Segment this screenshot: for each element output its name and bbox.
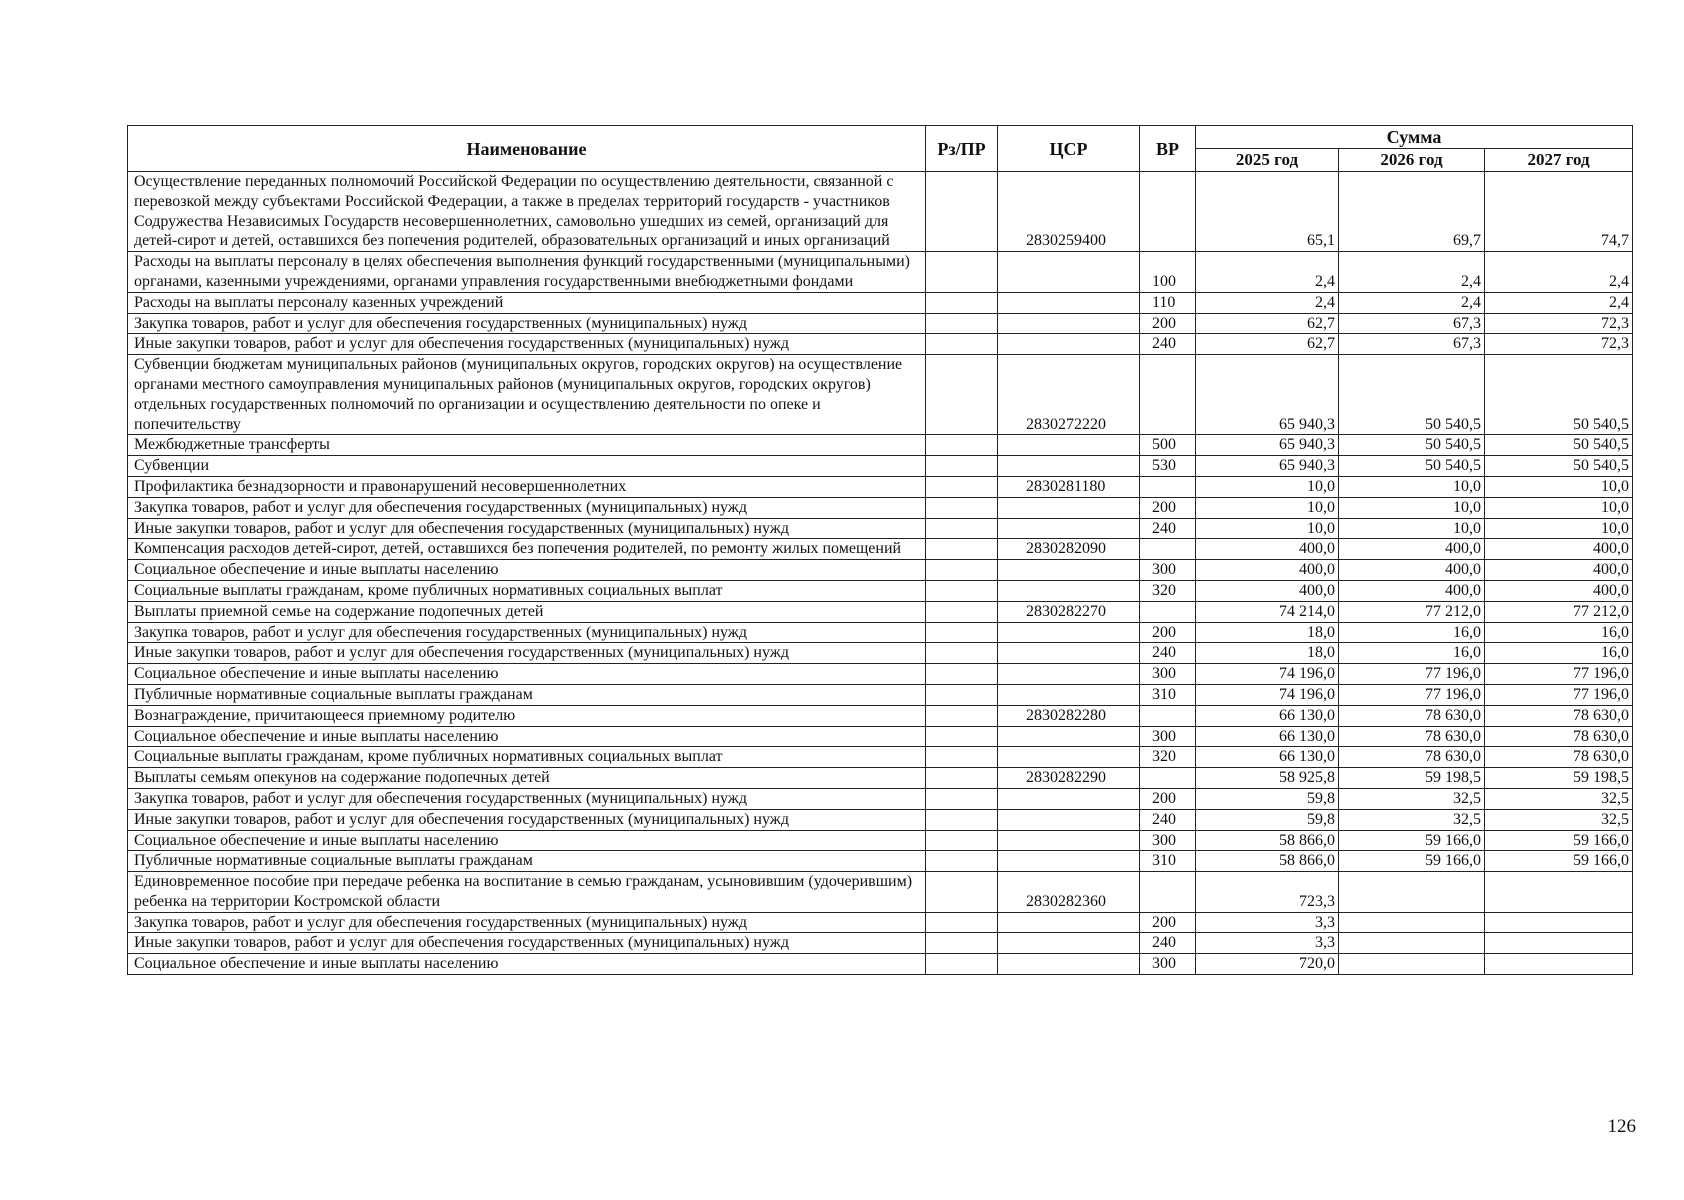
row-vr-cell — [1140, 705, 1196, 726]
row-rzpr-cell — [926, 912, 998, 933]
row-vr-cell: 300 — [1140, 954, 1196, 975]
row-csr-cell — [998, 560, 1140, 581]
row-2027-cell: 16,0 — [1485, 622, 1633, 643]
row-2026-cell: 59 166,0 — [1339, 851, 1485, 872]
row-rzpr-cell — [926, 539, 998, 560]
row-vr-cell: 300 — [1140, 830, 1196, 851]
row-rzpr-cell — [926, 292, 998, 313]
row-2025-cell: 65 940,3 — [1196, 355, 1339, 435]
row-rzpr-cell — [926, 601, 998, 622]
row-2026-cell: 78 630,0 — [1339, 705, 1485, 726]
row-vr-cell: 530 — [1140, 456, 1196, 477]
row-2026-cell: 32,5 — [1339, 809, 1485, 830]
row-2027-cell: 400,0 — [1485, 539, 1633, 560]
row-vr-cell: 100 — [1140, 252, 1196, 293]
row-2025-cell: 66 130,0 — [1196, 726, 1339, 747]
row-csr-cell — [998, 313, 1140, 334]
row-csr-cell: 2830282270 — [998, 601, 1140, 622]
row-2027-cell: 10,0 — [1485, 518, 1633, 539]
row-name-cell: Иные закупки товаров, работ и услуг для обеспечения государственных (муниципальных) нужд — [128, 933, 926, 954]
row-vr-cell: 300 — [1140, 726, 1196, 747]
table-row — [128, 788, 1633, 809]
row-vr-cell: 200 — [1140, 622, 1196, 643]
row-rzpr-cell — [926, 726, 998, 747]
row-rzpr-cell — [926, 809, 998, 830]
row-vr-cell: 300 — [1140, 560, 1196, 581]
row-2027-cell — [1485, 954, 1633, 975]
table-row — [128, 705, 1633, 726]
row-name-cell: Иные закупки товаров, работ и услуг для обеспечения государственных (муниципальных) нужд — [128, 334, 926, 355]
row-2027-cell: 77 196,0 — [1485, 664, 1633, 685]
row-csr-cell — [998, 497, 1140, 518]
row-csr-cell: 2830281180 — [998, 476, 1140, 497]
row-2025-cell: 400,0 — [1196, 580, 1339, 601]
row-2025-cell: 62,7 — [1196, 334, 1339, 355]
row-2025-cell: 59,8 — [1196, 788, 1339, 809]
row-rzpr-cell — [926, 622, 998, 643]
row-csr-cell — [998, 518, 1140, 539]
row-2027-cell: 32,5 — [1485, 809, 1633, 830]
budget-table — [127, 125, 1633, 975]
row-2026-cell: 59 198,5 — [1339, 768, 1485, 789]
row-2026-cell: 400,0 — [1339, 560, 1485, 581]
row-2026-cell: 77 196,0 — [1339, 684, 1485, 705]
row-2025-cell: 58 866,0 — [1196, 830, 1339, 851]
row-2025-cell: 74 214,0 — [1196, 601, 1339, 622]
row-csr-cell — [998, 664, 1140, 685]
row-2025-cell: 65,1 — [1196, 172, 1339, 252]
row-2027-cell: 72,3 — [1485, 334, 1633, 355]
row-vr-cell: 110 — [1140, 292, 1196, 313]
table-row — [128, 292, 1633, 313]
row-rzpr-cell — [926, 643, 998, 664]
table-row — [128, 355, 1633, 435]
row-rzpr-cell — [926, 933, 998, 954]
row-2027-cell: 10,0 — [1485, 476, 1633, 497]
row-rzpr-cell — [926, 872, 998, 913]
row-2025-cell: 400,0 — [1196, 539, 1339, 560]
row-name-cell: Публичные нормативные социальные выплаты гражданам — [128, 684, 926, 705]
header-rzpr: Рз/ПР — [926, 126, 998, 172]
row-name-cell: Социальное обеспечение и иные выплаты населению — [128, 560, 926, 581]
row-2026-cell: 78 630,0 — [1339, 747, 1485, 768]
table-row — [128, 747, 1633, 768]
row-rzpr-cell — [926, 788, 998, 809]
row-rzpr-cell — [926, 684, 998, 705]
row-2025-cell: 66 130,0 — [1196, 705, 1339, 726]
row-name-cell: Закупка товаров, работ и услуг для обеспечения государственных (муниципальных) нужд — [128, 788, 926, 809]
row-2026-cell: 400,0 — [1339, 580, 1485, 601]
row-vr-cell — [1140, 172, 1196, 252]
row-2025-cell: 2,4 — [1196, 292, 1339, 313]
row-2027-cell: 59 166,0 — [1485, 851, 1633, 872]
row-2025-cell: 3,3 — [1196, 912, 1339, 933]
budget-table-sheet — [127, 125, 1632, 975]
row-2027-cell — [1485, 933, 1633, 954]
row-vr-cell: 240 — [1140, 334, 1196, 355]
row-rzpr-cell — [926, 747, 998, 768]
header-year-2026: 2026 год — [1339, 149, 1485, 172]
row-2026-cell: 2,4 — [1339, 252, 1485, 293]
row-vr-cell — [1140, 539, 1196, 560]
header-vr: ВР — [1140, 126, 1196, 172]
row-csr-cell — [998, 809, 1140, 830]
header-sum: Сумма — [1196, 126, 1633, 149]
row-2026-cell: 16,0 — [1339, 643, 1485, 664]
row-2026-cell: 59 166,0 — [1339, 830, 1485, 851]
table-body — [128, 172, 1633, 975]
row-vr-cell: 240 — [1140, 518, 1196, 539]
table-row — [128, 912, 1633, 933]
page-number: 126 — [1607, 1116, 1636, 1137]
row-csr-cell — [998, 747, 1140, 768]
row-vr-cell: 240 — [1140, 933, 1196, 954]
row-2025-cell: 65 940,3 — [1196, 456, 1339, 477]
row-csr-cell: 2830259400 — [998, 172, 1140, 252]
row-rzpr-cell — [926, 456, 998, 477]
row-csr-cell: 2830282360 — [998, 872, 1140, 913]
row-vr-cell — [1140, 768, 1196, 789]
row-vr-cell: 320 — [1140, 747, 1196, 768]
row-2027-cell: 77 212,0 — [1485, 601, 1633, 622]
table-row — [128, 252, 1633, 293]
row-csr-cell — [998, 726, 1140, 747]
row-name-cell: Вознаграждение, причитающееся приемному родителю — [128, 705, 926, 726]
row-rzpr-cell — [926, 518, 998, 539]
row-name-cell: Единовременное пособие при передаче ребенка на воспитание в семью гражданам, усыновившим (удочерившим) ребенка на территории Костромской области — [128, 872, 926, 913]
row-rzpr-cell — [926, 313, 998, 334]
row-rzpr-cell — [926, 172, 998, 252]
row-name-cell: Закупка товаров, работ и услуг для обеспечения государственных (муниципальных) нужд — [128, 313, 926, 334]
table-row — [128, 664, 1633, 685]
row-rzpr-cell — [926, 497, 998, 518]
row-2025-cell: 2,4 — [1196, 252, 1339, 293]
row-vr-cell: 320 — [1140, 580, 1196, 601]
table-row — [128, 539, 1633, 560]
table-row — [128, 726, 1633, 747]
row-2025-cell: 58 866,0 — [1196, 851, 1339, 872]
row-2027-cell — [1485, 872, 1633, 913]
row-rzpr-cell — [926, 664, 998, 685]
row-name-cell: Иные закупки товаров, работ и услуг для обеспечения государственных (муниципальных) нужд — [128, 518, 926, 539]
row-2027-cell: 78 630,0 — [1485, 726, 1633, 747]
header-name: Наименование — [128, 126, 926, 172]
row-2026-cell — [1339, 954, 1485, 975]
row-name-cell: Социальное обеспечение и иные выплаты населению — [128, 664, 926, 685]
row-csr-cell — [998, 456, 1140, 477]
row-csr-cell — [998, 580, 1140, 601]
row-csr-cell — [998, 830, 1140, 851]
row-vr-cell — [1140, 872, 1196, 913]
table-row — [128, 809, 1633, 830]
row-name-cell: Компенсация расходов детей-сирот, детей, оставшихся без попечения родителей, по ремонту жилых помещений — [128, 539, 926, 560]
row-2026-cell: 50 540,5 — [1339, 456, 1485, 477]
row-rzpr-cell — [926, 830, 998, 851]
row-2026-cell: 67,3 — [1339, 334, 1485, 355]
row-vr-cell — [1140, 601, 1196, 622]
row-2025-cell: 58 925,8 — [1196, 768, 1339, 789]
row-name-cell: Социальные выплаты гражданам, кроме публичных нормативных социальных выплат — [128, 580, 926, 601]
row-2027-cell: 2,4 — [1485, 292, 1633, 313]
row-rzpr-cell — [926, 435, 998, 456]
row-2027-cell: 16,0 — [1485, 643, 1633, 664]
row-2027-cell — [1485, 912, 1633, 933]
row-2026-cell: 10,0 — [1339, 497, 1485, 518]
table-row — [128, 851, 1633, 872]
row-2027-cell: 32,5 — [1485, 788, 1633, 809]
row-rzpr-cell — [926, 560, 998, 581]
row-name-cell: Публичные нормативные социальные выплаты гражданам — [128, 851, 926, 872]
row-2025-cell: 18,0 — [1196, 643, 1339, 664]
row-2027-cell: 59 166,0 — [1485, 830, 1633, 851]
table-row — [128, 518, 1633, 539]
row-name-cell: Иные закупки товаров, работ и услуг для обеспечения государственных (муниципальных) нужд — [128, 643, 926, 664]
table-row — [128, 622, 1633, 643]
row-2027-cell: 10,0 — [1485, 497, 1633, 518]
row-vr-cell: 240 — [1140, 809, 1196, 830]
row-csr-cell — [998, 788, 1140, 809]
row-2027-cell: 50 540,5 — [1485, 435, 1633, 456]
row-2027-cell: 78 630,0 — [1485, 705, 1633, 726]
row-2027-cell: 72,3 — [1485, 313, 1633, 334]
table-row — [128, 560, 1633, 581]
row-2025-cell: 3,3 — [1196, 933, 1339, 954]
row-2026-cell: 69,7 — [1339, 172, 1485, 252]
table-row — [128, 643, 1633, 664]
row-2026-cell — [1339, 933, 1485, 954]
row-vr-cell — [1140, 355, 1196, 435]
row-name-cell: Социальное обеспечение и иные выплаты населению — [128, 726, 926, 747]
row-2027-cell: 77 196,0 — [1485, 684, 1633, 705]
row-2025-cell: 18,0 — [1196, 622, 1339, 643]
row-csr-cell: 2830282280 — [998, 705, 1140, 726]
row-csr-cell — [998, 622, 1140, 643]
row-csr-cell — [998, 912, 1140, 933]
table-row — [128, 476, 1633, 497]
row-csr-cell: 2830272220 — [998, 355, 1140, 435]
header-year-2027: 2027 год — [1485, 149, 1633, 172]
table-row — [128, 334, 1633, 355]
row-2026-cell: 78 630,0 — [1339, 726, 1485, 747]
row-csr-cell — [998, 684, 1140, 705]
row-rzpr-cell — [926, 476, 998, 497]
row-vr-cell: 200 — [1140, 788, 1196, 809]
row-2026-cell: 10,0 — [1339, 476, 1485, 497]
row-csr-cell: 2830282290 — [998, 768, 1140, 789]
row-csr-cell: 2830282090 — [998, 539, 1140, 560]
row-rzpr-cell — [926, 580, 998, 601]
row-csr-cell — [998, 334, 1140, 355]
row-2026-cell — [1339, 912, 1485, 933]
table-row — [128, 580, 1633, 601]
row-name-cell: Выплаты приемной семье на содержание подопечных детей — [128, 601, 926, 622]
row-rzpr-cell — [926, 851, 998, 872]
row-csr-cell — [998, 252, 1140, 293]
table-row — [128, 954, 1633, 975]
row-2026-cell: 67,3 — [1339, 313, 1485, 334]
row-csr-cell — [998, 292, 1140, 313]
row-name-cell: Иные закупки товаров, работ и услуг для обеспечения государственных (муниципальных) нужд — [128, 809, 926, 830]
row-2025-cell: 62,7 — [1196, 313, 1339, 334]
row-name-cell: Субвенции бюджетам муниципальных районов (муниципальных округов, городских округов) на осуществление органами местного самоуправления муниципальных районов (муниципальных округов, городских округов) отдельных государственных полномочий по организации и осуществлению деятельности по опеке и попечительству — [128, 355, 926, 435]
row-2025-cell: 10,0 — [1196, 476, 1339, 497]
row-2027-cell: 59 198,5 — [1485, 768, 1633, 789]
table-row — [128, 172, 1633, 252]
row-vr-cell: 240 — [1140, 643, 1196, 664]
row-2027-cell: 400,0 — [1485, 560, 1633, 581]
row-2025-cell: 400,0 — [1196, 560, 1339, 581]
row-csr-cell — [998, 643, 1140, 664]
row-rzpr-cell — [926, 954, 998, 975]
header-csr: ЦСР — [998, 126, 1140, 172]
row-2027-cell: 74,7 — [1485, 172, 1633, 252]
row-2026-cell — [1339, 872, 1485, 913]
row-2025-cell: 10,0 — [1196, 518, 1339, 539]
row-name-cell: Закупка товаров, работ и услуг для обеспечения государственных (муниципальных) нужд — [128, 497, 926, 518]
row-vr-cell: 200 — [1140, 912, 1196, 933]
row-csr-cell — [998, 954, 1140, 975]
row-rzpr-cell — [926, 355, 998, 435]
row-2025-cell: 59,8 — [1196, 809, 1339, 830]
row-name-cell: Профилактика безнадзорности и правонарушений несовершеннолетних — [128, 476, 926, 497]
row-2025-cell: 723,3 — [1196, 872, 1339, 913]
table-row — [128, 313, 1633, 334]
row-2027-cell: 400,0 — [1485, 580, 1633, 601]
row-2026-cell: 77 212,0 — [1339, 601, 1485, 622]
row-csr-cell — [998, 851, 1140, 872]
table-row — [128, 601, 1633, 622]
row-name-cell: Выплаты семьям опекунов на содержание подопечных детей — [128, 768, 926, 789]
row-2025-cell: 74 196,0 — [1196, 664, 1339, 685]
row-2027-cell: 50 540,5 — [1485, 456, 1633, 477]
row-csr-cell — [998, 435, 1140, 456]
row-2026-cell: 50 540,5 — [1339, 435, 1485, 456]
row-2025-cell: 720,0 — [1196, 954, 1339, 975]
row-rzpr-cell — [926, 705, 998, 726]
row-vr-cell: 310 — [1140, 851, 1196, 872]
table-row — [128, 456, 1633, 477]
row-name-cell: Социальное обеспечение и иные выплаты населению — [128, 954, 926, 975]
header-year-2025: 2025 год — [1196, 149, 1339, 172]
row-name-cell: Расходы на выплаты персоналу в целях обеспечения выполнения функций государственными (муниципальными) органами, казенными учреждениями, органами управления государственными внебюджетными фондами — [128, 252, 926, 293]
row-name-cell: Закупка товаров, работ и услуг для обеспечения государственных (муниципальных) нужд — [128, 912, 926, 933]
row-2026-cell: 2,4 — [1339, 292, 1485, 313]
row-vr-cell: 200 — [1140, 313, 1196, 334]
table-row — [128, 768, 1633, 789]
row-vr-cell: 200 — [1140, 497, 1196, 518]
row-2026-cell: 16,0 — [1339, 622, 1485, 643]
row-2026-cell: 400,0 — [1339, 539, 1485, 560]
row-rzpr-cell — [926, 768, 998, 789]
row-csr-cell — [998, 933, 1140, 954]
row-2025-cell: 66 130,0 — [1196, 747, 1339, 768]
row-name-cell: Осуществление переданных полномочий Российской Федерации по осуществлению деятельности, связанной с перевозкой между субъектами Российской Федерации, а также в пределах территорий государств - участников Содружества Независимых Государств несовершеннолетних, самовольно ушедших из семей, организаций для детей-сирот и детей, оставшихся без попечения родителей, образовательных организаций и иных организаций — [128, 172, 926, 252]
table-row — [128, 933, 1633, 954]
table-header — [128, 126, 1633, 172]
row-2027-cell: 50 540,5 — [1485, 355, 1633, 435]
table-row — [128, 435, 1633, 456]
row-vr-cell: 300 — [1140, 664, 1196, 685]
row-name-cell: Субвенции — [128, 456, 926, 477]
row-name-cell: Социальные выплаты гражданам, кроме публичных нормативных социальных выплат — [128, 747, 926, 768]
table-row — [128, 684, 1633, 705]
row-rzpr-cell — [926, 252, 998, 293]
row-2026-cell: 77 196,0 — [1339, 664, 1485, 685]
table-row — [128, 872, 1633, 913]
row-2026-cell: 32,5 — [1339, 788, 1485, 809]
table-row — [128, 830, 1633, 851]
row-2025-cell: 65 940,3 — [1196, 435, 1339, 456]
row-2025-cell: 10,0 — [1196, 497, 1339, 518]
row-2027-cell: 2,4 — [1485, 252, 1633, 293]
row-2025-cell: 74 196,0 — [1196, 684, 1339, 705]
row-name-cell: Межбюджетные трансферты — [128, 435, 926, 456]
row-vr-cell: 310 — [1140, 684, 1196, 705]
row-2027-cell: 78 630,0 — [1485, 747, 1633, 768]
row-2026-cell: 10,0 — [1339, 518, 1485, 539]
row-name-cell: Социальное обеспечение и иные выплаты населению — [128, 830, 926, 851]
row-vr-cell: 500 — [1140, 435, 1196, 456]
row-vr-cell — [1140, 476, 1196, 497]
row-name-cell: Расходы на выплаты персоналу казенных учреждений — [128, 292, 926, 313]
table-row — [128, 497, 1633, 518]
row-2026-cell: 50 540,5 — [1339, 355, 1485, 435]
row-name-cell: Закупка товаров, работ и услуг для обеспечения государственных (муниципальных) нужд — [128, 622, 926, 643]
row-rzpr-cell — [926, 334, 998, 355]
